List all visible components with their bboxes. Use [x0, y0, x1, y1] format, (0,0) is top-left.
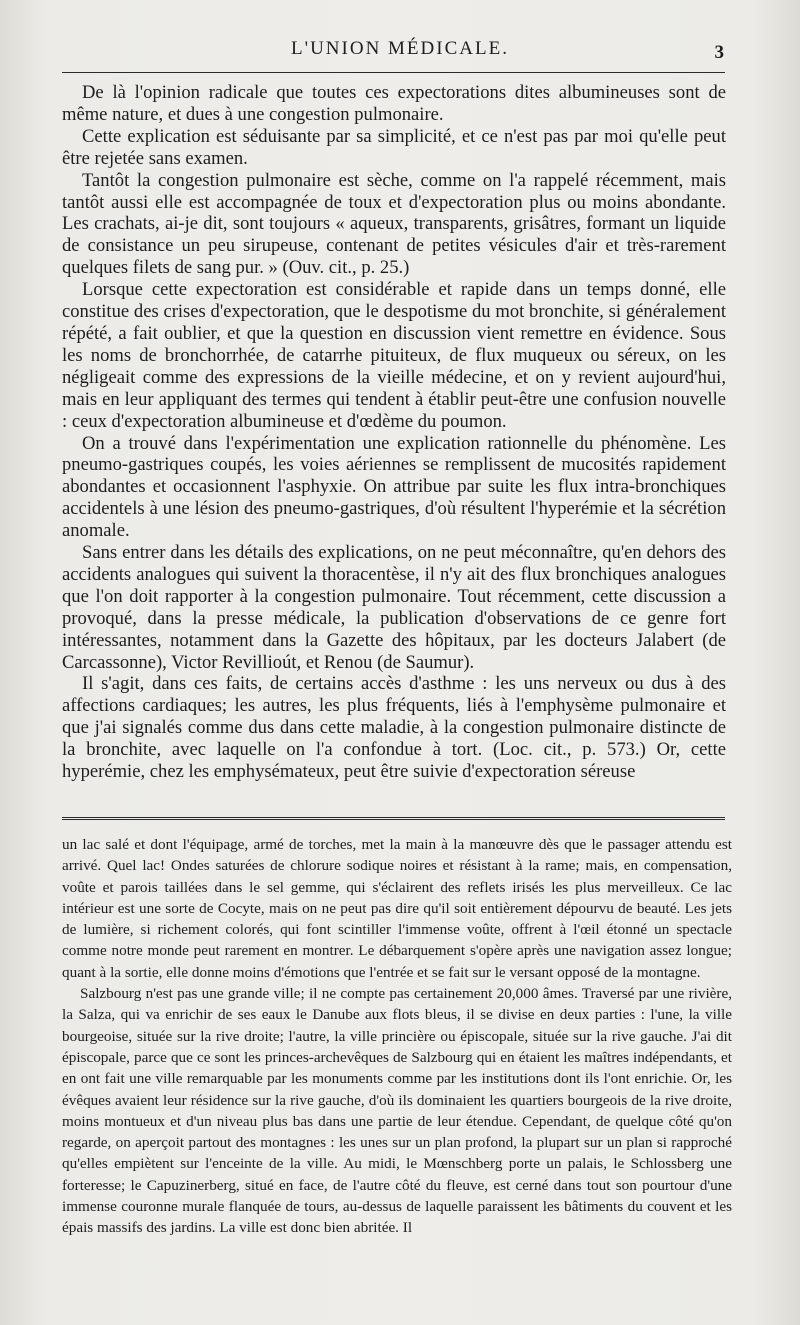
page-number: 3	[714, 42, 724, 63]
feuilleton-paragraph: Salzbourg n'est pas une grande ville; il ne compte pas certainement 20,000 âmes. Traversé par une rivière, la Salza, qui va enrichir de ses eaux le Danube aux flots bleus, il se divise en deux parties : l'une, la ville bourgeoise, située sur la rive droite; l'autre, la ville princière ou épiscopale, située sur la rive gauche. J'ai dit épiscopale, parce que ce sont les princes-archevêques de Salzbourg qui en étaient les maîtres indépendants, et en ont fait une ville remarquable par les monuments comme par les institutions dont ils l'ont enrichie. Or, les évêques avaient leur résidence sur la rive gauche, d'où ils dominaient les quartiers bourgeois de la rive droite, moins montueux et d'un niveau plus bas dans une partie de leur étendue. Cependant, de quelque côté qu'on regarde, on aperçoit partout des montagnes : les unes sur un plan profond, la plupart sur un plan si rapproché qu'elles empiètent sur l'enceinte de la ville. Au midi, le Mœnschberg porte un palais, le Schlossberg une forteresse; le Capuzinerberg, situé en face, de l'autre côté du fleuve, est cerné dans tout son pourtour d'une immense couronne murale flanquée de tours, au-dessus de laquelle paraissent les bâtiments du couvent et les épais massifs des jardins. La ville est donc bien abritée. Il	[62, 985, 732, 1237]
feuilleton-divider	[62, 817, 725, 820]
body-paragraph: Sans entrer dans les détails des explications, on ne peut méconnaître, qu'en dehors des accidents analogues qui suivent la thoracentèse, il n'y ait des flux bronchiques analogues que l'on doit rapporter à la congestion pulmonaire. Tout récemment, cette discussion a provoqué, dans la presse médicale, la publication d'observations de ce genre fort intéressantes, notamment dans la Gazette des hôpitaux, par les docteurs Jalabert (de Carcassonne), Victor Revillioút, et Renou (de Saumur).	[62, 542, 726, 673]
body-paragraph: On a trouvé dans l'expérimentation une explication rationnelle du phénomène. Les pneumo-gastriques coupés, les voies aériennes se remplissent de mucosités rapidement abondantes et occasionnent l'asphyxie. On attribue par suite les flux intra-bronchiques accidentels à une lésion des pneumo-gastriques, d'où résultent l'hyperémie et la sécrétion anomale.	[62, 432, 726, 542]
body-paragraph: De là l'opinion radicale que toutes ces expectorations dites albumineuses sont de même nature, et dues à une congestion pulmonaire.	[62, 82, 726, 125]
feuilleton-paragraph: un lac salé et dont l'équipage, armé de torches, met la main à la manœuvre dès que le passager attendu est arrivé. Quel lac! Ondes saturées de chlorure sodique noires et résistant à la rame; mais, en compensation, voûte et parois taillées dans le sel gemme, qui s'éclairent des reflets irisés les plus merveilleux. Ce lac intérieur est une sorte de Cocyte, mais on ne peut pas dire qu'il soit entièrement dépourvu de beauté. Les jets de lumière, si richement colorés, qui font scintiller l'immense voûte, offrent à l'œil étonné un spectacle comme notre monde peut rarement en montrer. Le débarquement s'opère après une navigation assez longue; quant à la sortie, elle donne moins d'émotions que l'entrée et se fait sur le versant opposé de la montagne.	[62, 836, 732, 981]
body-paragraph: Cette explication est séduisante par sa simplicité, et ce n'est pas par moi qu'elle peut être rejetée sans examen.	[62, 125, 726, 169]
page-header	[0, 38, 800, 66]
body-paragraph: Tantôt la congestion pulmonaire est sèche, comme on l'a rappelé récemment, mais tantôt aussi elle est accompagnée de toux et d'expectoration plus ou moins abondante. Les crachats, ai-je dit, sont toujours « aqueux, transparents, grisâtres, formant un liquide de consistance un peu sirupeuse, contenant de petites vésicules d'air et très-rarement quelques filets de sang pur. » (Ouv. cit., p. 25.)	[62, 169, 726, 279]
running-title: L'UNION MÉDICALE.	[291, 38, 509, 59]
body-paragraph: Il s'agit, dans ces faits, de certains accès d'asthme : les uns nerveux ou dus à des affections cardiaques; les autres, les plus fréquents, liés à l'emphysème pulmonaire et que j'ai signalés comme dus dans cette maladie, à la congestion pulmonaire distincte de la bronchite, avec laquelle on l'a confondue à tort. (Loc. cit., p. 573.) Or, cette hyperémie, chez les emphysémateux, peut être suivie d'expectoration séreuse	[62, 673, 726, 783]
article-body	[62, 82, 726, 783]
header-rule	[62, 72, 725, 73]
feuilleton-text	[62, 834, 732, 1239]
body-paragraph: Lorsque cette expectoration est considérable et rapide dans un temps donné, elle constitue des crises d'expectoration, que le despotisme du mot bronchite, si généralement répété, a fait oublier, et que la question en discussion vient remettre en évidence. Sous les noms de bronchorrhée, de catarrhe pituiteux, de flux muqueux ou séreux, on les négligeait comme des expressions de la vieille médecine, et on y revient aujourd'hui, mais en leur appliquant des termes qui tendent à établir peut-être une confusion nouvelle : ceux d'expectoration albumineuse et d'œdème du poumon.	[62, 279, 726, 432]
